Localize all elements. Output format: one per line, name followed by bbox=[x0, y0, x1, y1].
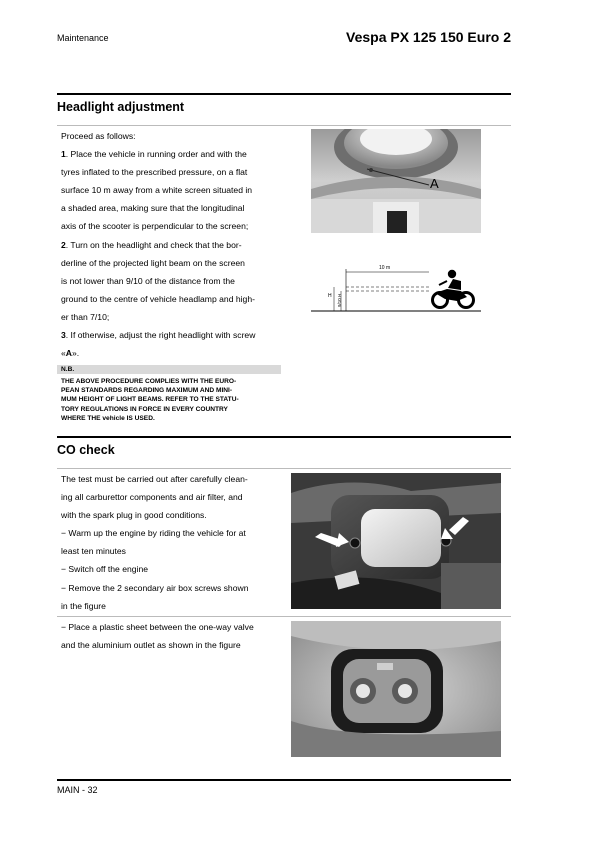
section-rule bbox=[57, 436, 511, 438]
section-title-headlight: Headlight adjustment bbox=[57, 100, 185, 114]
co-line: − Place a plastic sheet between the one-way valve bbox=[61, 622, 254, 632]
co-line: in the figure bbox=[61, 600, 106, 611]
co-line: least ten minutes bbox=[61, 546, 126, 557]
plastic-sheet-photo bbox=[291, 621, 501, 757]
note-label: N.B. bbox=[61, 366, 75, 373]
running-header-title: Vespa PX 125 150 Euro 2 bbox=[346, 29, 511, 45]
step-1-line-2: tyres inflated to the prescribed pressure, on a flat bbox=[61, 167, 248, 178]
headlight-photo bbox=[311, 129, 481, 233]
co-line: and the aluminium outlet as shown in the figure bbox=[61, 640, 241, 651]
co-line: with the spark plug in good conditions. bbox=[61, 510, 207, 521]
co-line: − Remove the 2 secondary air box screws shown bbox=[61, 582, 249, 593]
ratio-label: 9/10 H bbox=[337, 293, 342, 307]
step-3-line-2: «A». bbox=[61, 348, 80, 359]
headlight-procedure bbox=[61, 127, 283, 362]
section-divider bbox=[57, 125, 511, 126]
step-3-number: 3 bbox=[61, 330, 66, 341]
step-1-number: 1 bbox=[61, 149, 66, 160]
section-title-co-check: CO check bbox=[57, 443, 115, 457]
step-1-line-4: a shaded area, making sure that the longitudinal bbox=[61, 203, 245, 214]
air-box-screws-photo bbox=[291, 473, 501, 609]
section-divider bbox=[57, 616, 511, 617]
co-check-steps-2 bbox=[61, 618, 283, 654]
co-line: ing all carburettor components and air filter, and bbox=[61, 492, 243, 503]
step-1-line-1: 1. Place the vehicle in running order and with the bbox=[61, 149, 247, 160]
step-2-line-4: ground to the centre of vehicle headlamp and high- bbox=[61, 293, 255, 304]
adjust-screw-label: A bbox=[430, 176, 439, 191]
note-text: THE ABOVE PROCEDURE COMPLIES WITH THE EURO- PEAN STANDARDS REGARDING MAXIMUM AND MINI- MUM HEIGHT OF LIGHT BEAMS. REFER TO THE STATU- TORY REGULATIONS IN FORCE IN EVERY COUNTRY WHERE THE vehicle IS USED. bbox=[61, 378, 239, 422]
co-line: − Switch off the engine bbox=[61, 564, 149, 575]
distance-label: 10 m bbox=[379, 265, 391, 271]
step-2-line-1: 2. Turn on the headlight and check that the bor- bbox=[61, 239, 242, 250]
note-label-bar bbox=[57, 365, 281, 374]
co-line: The test must be carried out after carefully clean- bbox=[61, 474, 248, 484]
footer-rule bbox=[57, 779, 511, 781]
step-2-number: 2 bbox=[61, 239, 66, 250]
step-2-line-5: er than 7/10; bbox=[61, 311, 110, 322]
section-divider bbox=[57, 468, 511, 469]
co-check-steps-1 bbox=[61, 470, 283, 615]
page-number: MAIN - 32 bbox=[57, 785, 98, 795]
section-rule bbox=[57, 93, 511, 95]
step-2-line-2: derline of the projected light beam on the screen bbox=[61, 257, 245, 268]
height-label: H bbox=[328, 293, 332, 299]
step-1-line-5: axis of the scooter is perpendicular to the screen; bbox=[61, 221, 249, 232]
running-header-section: Maintenance bbox=[57, 33, 109, 43]
step-2-line-3: is not lower than 9/10 of the distance from the bbox=[61, 275, 235, 286]
step-1-line-3: surface 10 m away from a white screen situated in bbox=[61, 185, 253, 196]
step-3-line-1: 3. If otherwise, adjust the right headlight with screw bbox=[61, 330, 256, 341]
co-line: − Warm up the engine by riding the vehicle for at bbox=[61, 528, 246, 539]
beam-diagram bbox=[311, 263, 486, 313]
intro-line: Proceed as follows: bbox=[61, 131, 136, 141]
